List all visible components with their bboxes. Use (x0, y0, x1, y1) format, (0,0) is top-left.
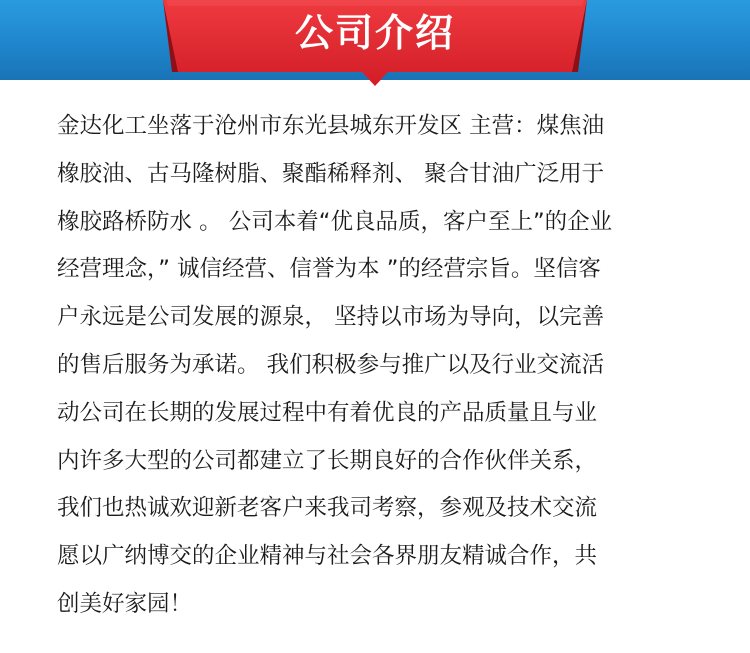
page-title: 公司介绍 (294, 11, 455, 55)
header-banner (0, 0, 750, 80)
company-intro (57, 103, 702, 629)
intro-line: 橡胶油、古马隆树脂、聚酯稀释剂、 聚合甘油广泛用于 (57, 160, 605, 187)
intro-line: 的售后服务为承诺。 我们积极参与推广以及行业交流活 (57, 351, 605, 378)
intro-line: 动公司在长期的发展过程中有着优良的产品质量且与业 (57, 399, 598, 426)
intro-line: 金达化工坐落于沧州市东光县城东开发区 主营：煤焦油 (57, 113, 605, 139)
intro-line: 创美好家园！ (57, 590, 193, 617)
intro-line: 户永远是公司发展的源泉， 坚持以市场为导向，以完善 (57, 304, 605, 331)
intro-line: 橡胶路桥防水 。 公司本着“优良品质，客户至上”的企业 (57, 208, 613, 235)
intro-line: 我们也热诚欢迎新老客户来我司考察，参观及技术交流 (57, 495, 598, 522)
intro-line: 经营理念，” 诚信经营、信誉为本 ”的经营宗旨。坚信客 (57, 256, 601, 283)
intro-line: 愿以广纳博交的企业精神与社会各界朋友精诚合作，共 (57, 543, 598, 570)
intro-line: 内许多大型的公司都建立了长期良好的合作伙伴关系， (57, 447, 598, 474)
